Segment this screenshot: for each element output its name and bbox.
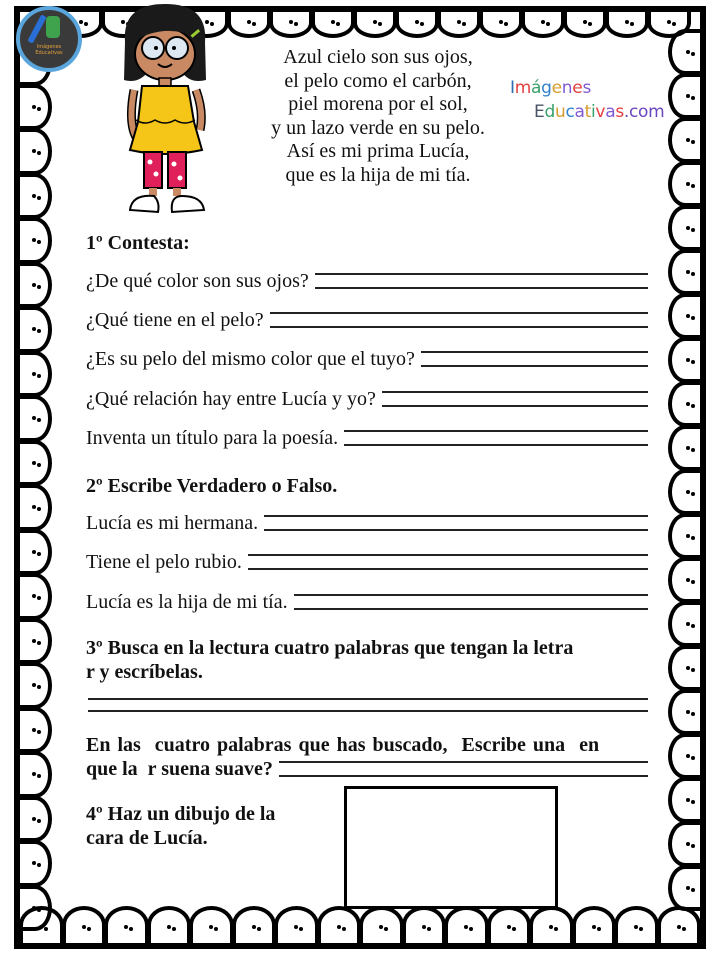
question-row [86, 388, 648, 410]
statement-text: Lucía es la hija de mi tía. [86, 591, 288, 613]
statement-row [86, 512, 648, 534]
watermark-letter: c [565, 102, 575, 122]
watermark-letter: e [572, 78, 583, 98]
answer-lines[interactable] [315, 273, 648, 289]
watermark-letter: g [541, 78, 552, 98]
answer-lines[interactable] [421, 351, 648, 367]
question-row [86, 427, 648, 449]
watermark-letter: a [605, 102, 616, 122]
watermark-letter: t [584, 102, 591, 122]
question-text: ¿Qué tiene en el pelo? [86, 309, 264, 331]
section1-heading: 1º Contesta: [86, 232, 190, 254]
watermark-letter: i [590, 102, 596, 122]
statement-row [86, 591, 648, 613]
section3-followup-line1: En las cuatro palabras que has buscado, Escribe una en [86, 734, 600, 756]
poem [238, 46, 518, 187]
watermark-letter: m [514, 78, 531, 98]
watermark-letter: s [582, 78, 591, 98]
question-row [86, 270, 648, 292]
answer-lines[interactable] [248, 554, 648, 570]
section4-heading-line2: cara de Lucía. [86, 827, 208, 849]
answer-lines[interactable] [279, 761, 648, 777]
section4-heading-line1: 4º Haz un dibujo de la [86, 803, 276, 825]
section3-heading [86, 636, 648, 684]
kid-icon [46, 16, 60, 38]
watermark-letter: n [561, 78, 573, 98]
poem-line: Así es mi prima Lucía, [286, 140, 470, 162]
watermark-letter: a [574, 102, 585, 122]
watermark-letter: I [510, 78, 515, 98]
statement-row [86, 551, 648, 573]
answer-lines[interactable] [294, 594, 648, 610]
watermark-line-2 [534, 102, 664, 122]
poem-line: y un lazo verde en su pelo. [271, 116, 485, 139]
watermark-letter: v [595, 102, 606, 122]
answer-lines[interactable] [88, 698, 648, 712]
question-text: ¿De qué color son sus ojos? [86, 270, 309, 292]
watermark-letter: E [534, 102, 545, 122]
question-text: ¿Qué relación hay entre Lucía y yo? [86, 388, 376, 410]
watermark-letter: u [554, 102, 566, 122]
question-row [86, 309, 648, 331]
drawing-box[interactable] [344, 786, 558, 909]
girl-illustration-icon [110, 2, 220, 217]
watermark-letter: .com [623, 102, 665, 122]
statement-text: Lucía es mi hermana. [86, 512, 259, 534]
section3-followup-line2: que la r suena suave? [86, 758, 273, 780]
poem-line: que es la hija de mi tía. [285, 163, 471, 186]
answer-lines[interactable] [344, 430, 648, 446]
watermark-letter: e [551, 78, 562, 98]
poem-line: el pelo como el carbón, [284, 69, 472, 92]
watermark-letter: d [544, 102, 555, 122]
poem-line: piel morena por el sol, [288, 93, 468, 115]
question-text: Inventa un título para la poesía. [86, 427, 339, 449]
answer-lines[interactable] [382, 391, 648, 407]
watermark-letter: á [530, 78, 542, 98]
answer-lines[interactable] [264, 515, 648, 531]
watermark-line-1 [510, 78, 591, 98]
section2-heading: 2º Escribe Verdadero o Falso. [86, 475, 338, 497]
section3-heading-line2: r y escríbelas. [86, 661, 203, 683]
border-scallops-left [18, 40, 58, 930]
watermark-letter: s [615, 102, 624, 122]
question-text: ¿Es su pelo del mismo color que el tuyo? [86, 348, 415, 370]
section3-followup [86, 733, 648, 757]
answer-lines[interactable] [270, 312, 648, 328]
section3-heading-line1: 3º Busca en la lectura cuatro palabras que tengan la letra [86, 637, 574, 659]
logo-text: Imágenes Educativas [35, 44, 63, 56]
poem-line: Azul cielo son sus ojos, [283, 46, 473, 68]
question-row [86, 348, 648, 370]
statement-text: Tiene el pelo rubio. [86, 551, 242, 573]
followup-row [86, 758, 648, 780]
section4-heading [86, 802, 326, 850]
border-scallops-right [658, 30, 702, 910]
